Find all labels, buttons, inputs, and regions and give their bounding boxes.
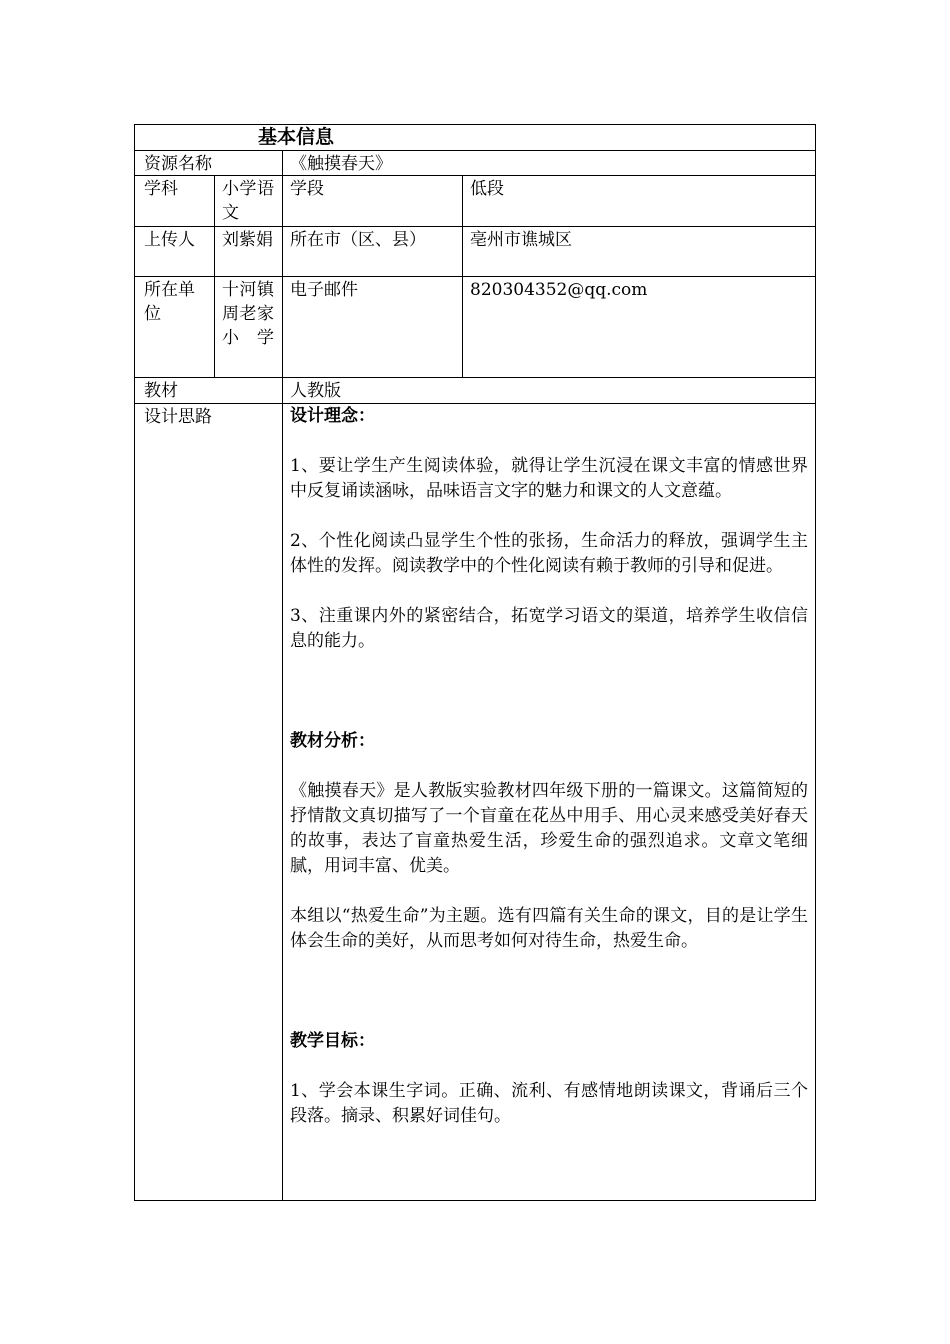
concept-heading: 设计理念： (290, 406, 375, 426)
analysis-paragraph: 《触摸春天》是人教版实验教材四年级下册的一篇课文。这篇简短的抒情散文真切描写了一个盲童在花丛中用手、用心灵来感受美好春天的故事，表达了盲童热爱生活，珍爱生命的强烈追求。文章文笔细腻，用词丰富、优美。 (290, 781, 808, 876)
column-divider (282, 150, 283, 1201)
textbook-value: 人教版 (290, 381, 341, 401)
goals-heading: 教学目标： (290, 1031, 375, 1051)
column-divider (462, 175, 463, 377)
subject-label: 学科 (144, 179, 178, 199)
city-label: 所在市（区、县） (290, 230, 426, 250)
column-divider (214, 175, 215, 377)
subject-value: 小学语文 (222, 179, 274, 223)
row-divider (134, 276, 816, 277)
row-divider (134, 226, 816, 227)
row-divider (134, 150, 816, 151)
stage-value: 低段 (470, 179, 504, 199)
email-label: 电子邮件 (290, 280, 358, 300)
resource-label: 资源名称 (144, 154, 212, 174)
design-content (290, 404, 808, 1129)
design-label: 设计思路 (144, 407, 212, 427)
city-value: 亳州市谯城区 (470, 230, 572, 250)
stage-label: 学段 (290, 179, 324, 199)
concept-paragraph: 3、注重课内外的紧密结合，拓宽学习语文的渠道，培养学生收信信息的能力。 (290, 606, 808, 651)
row-divider (134, 175, 816, 176)
concept-paragraph: 2、个性化阅读凸显学生个性的张扬，生命活力的释放，强调学生主体性的发挥。阅读教学中的个性化阅读有赖于教师的引导和促进。 (290, 531, 808, 576)
textbook-label: 教材 (144, 381, 178, 401)
unit-value: 十河镇周老家小学 (222, 280, 274, 348)
table-title: 基本信息 (258, 126, 335, 148)
resource-value: 《触摸春天》 (290, 154, 392, 174)
concept-paragraph: 1、要让学生产生阅读体验，就得让学生沉浸在课文丰富的情感世界中反复诵读涵咏，品味语言文字的魅力和课文的人文意蕴。 (290, 456, 808, 501)
row-divider (134, 377, 816, 378)
goal-paragraph: 1、学会本课生字词。正确、流利、有感情地朗读课文，背诵后三个段落。摘录、积累好词佳句。 (290, 1081, 808, 1126)
email-value: 820304352@qq.com (470, 280, 648, 300)
unit-label: 所在单位 (144, 280, 195, 324)
uploader-label: 上传人 (144, 230, 195, 250)
uploader-value: 刘紫娟 (222, 230, 273, 250)
analysis-heading: 教材分析： (290, 731, 375, 751)
analysis-paragraph: 本组以“热爱生命”为主题。选有四篇有关生命的课文，目的是让学生体会生命的美好，从而思考如何对待生命，热爱生命。 (290, 906, 808, 951)
